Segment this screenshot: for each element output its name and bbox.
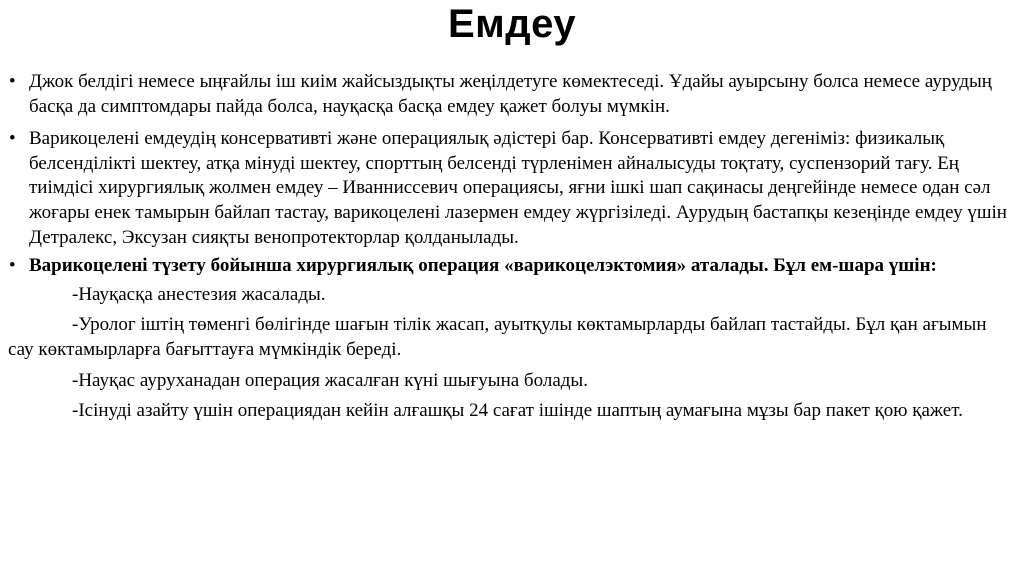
bullet-item-2: [8, 127, 1010, 250]
bullet-item-3: [8, 254, 1010, 279]
bullet-text-bold: Варикоцелені түзету бойынша хирургиялық операция «варикоцелэктомия» аталады. Бұл ем-шара үшін:: [29, 255, 937, 277]
bullet-text: Варикоцелені емдеудің консервативті және операциялық әдістері бар. Консервативті емдеу дегеніміз: физикалық белсенділікті шектеу, атқа мінуді шектеу, спорттың белсенді түрленімен айналысуды тоқтату, суспензорий тағу. Ең тиімдісі хирургиялық жолмен емдеу – Иванниссевич операциясы, яғни ішкі шап сақинасы деңгейінде немесе одан сәл жоғары енек тамырын байлап тастау, варикоцелені лазермен емдеу жүргізіледі. Аурудың бастапқы кезеңінде емдеу үшін Детралекс, Эксузан сияқты венопротекторлар қолданылады.: [29, 128, 1007, 248]
bullet-marker: •: [9, 71, 16, 92]
bullet-text: Джок белдігі немесе ыңғайлы іш киім жайсыздықты жеңілдетуге көмектеседі. Ұдайы ауырсыну болса немесе аурудың басқа да симптомдары пайда болса, науқасқа басқа емдеу қажет болуы мүмкін.: [29, 71, 992, 117]
slide-title: Емдеу: [447, 2, 577, 46]
procedure-step-3: -Науқас ауруханадан операция жасалған күні шығуына болады.: [72, 369, 588, 391]
procedure-step-1: -Науқасқа анестезия жасалады.: [72, 283, 326, 305]
procedure-step-4: -Ісінуді азайту үшін операциядан кейін алғашқы 24 сағат ішінде шаптың аумағына мұзы бар пакет қою қажет.: [72, 400, 963, 422]
slide-content: [8, 70, 1010, 430]
bullet-marker: •: [9, 255, 16, 277]
bullet-marker: •: [9, 128, 16, 150]
procedure-step-2: -Уролог іштің төменгі бөлігінде шағын тілік жасап, ауытқулы көктамырларды байлап тастайды. Бұл қан ағымын сау көктамырларға бағыттауға мүмкіндік береді.: [8, 314, 987, 360]
bullet-item-1: [8, 70, 1010, 119]
